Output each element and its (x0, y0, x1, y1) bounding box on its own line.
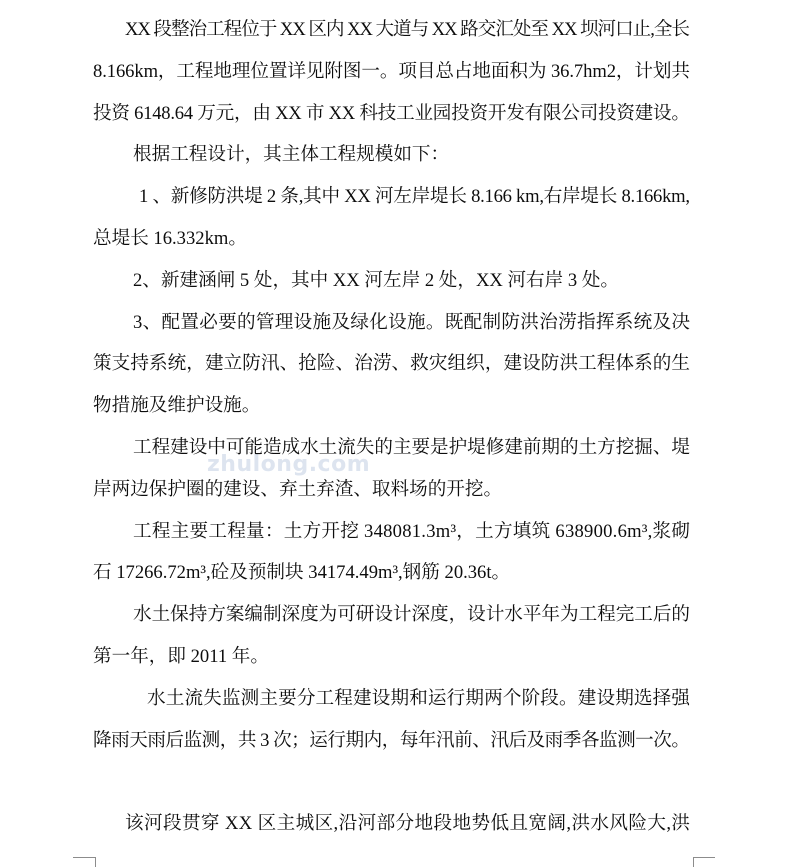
text-line (93, 9, 690, 51)
paragraph-design-scale-intro (93, 134, 690, 176)
text-line (93, 385, 690, 427)
paragraph-item-1-levees (93, 176, 690, 260)
text-line (93, 260, 690, 302)
line-text: 水土保持方案编制深度为可研设计深度，设计水平年为工程完工后的 (133, 604, 690, 626)
text-line (93, 803, 690, 845)
text-line (93, 678, 690, 720)
line-text: 石 17266.72m³,砼及预制块 34174.49m³,钢筋 20.36t。 (93, 562, 511, 584)
line-text: 根据工程设计，其主体工程规模如下： (133, 144, 450, 166)
paragraph-item-3-facilities (93, 302, 690, 427)
line-text: 物措施及维护设施。 (93, 395, 261, 417)
paragraph-design-depth (93, 594, 690, 678)
line-text: 该河段贯穿 XX 区主城区,沿河部分地段地势低且宽阔,洪水风险大,洪 (125, 813, 691, 835)
line-text: 总堤长 16.332km。 (93, 227, 247, 249)
text-line (93, 594, 690, 636)
line-text: 工程主要工程量：土方开挖 348081.3m³，土方填筑 638900.6m³,浆砌 (133, 520, 691, 542)
text-line (93, 636, 690, 678)
line-text: 工程建设中可能造成水土流失的主要是护堤修建前期的土方挖掘、堤 (133, 436, 690, 458)
text-line (93, 427, 690, 469)
paragraph-soil-erosion-source (93, 427, 690, 511)
empty-line (93, 761, 690, 803)
line-text: 2、新建涵闸 5 处，其中 XX 河左岸 2 处，XX 河右岸 3 处。 (133, 269, 620, 291)
line-text: 第一年，即 2011 年。 (93, 645, 269, 667)
paragraph-item-2-sluices (93, 260, 690, 302)
line-text: 岸两边保护圈的建设、弃土弃渣、取料场的开挖。 (93, 478, 503, 500)
paragraph-project-overview (93, 9, 690, 134)
text-line (93, 51, 690, 93)
line-text: 降雨天雨后监测，共 3 次；运行期内，每年汛前、汛后及雨季各监测一次。 (93, 729, 690, 751)
paragraph-river-section (93, 803, 690, 845)
text-line (93, 343, 690, 385)
text-line (93, 176, 690, 218)
line-text: 水土流失监测主要分工程建设期和运行期两个阶段。建设期选择强 (147, 687, 691, 709)
text-line (93, 511, 690, 553)
text-line (93, 552, 690, 594)
watermark: zhulong.com (207, 452, 371, 477)
line-text: 策支持系统，建立防汛、抢险、治涝、救灾组织，建设防洪工程体系的生 (93, 353, 691, 375)
line-text: 1 、新修防洪堤 2 条,其中 XX 河左岸堤长 8.166 km,右岸堤长 8.166km, (139, 186, 690, 208)
line-text: 8.166km，工程地理位置详见附图一。项目总占地面积为 36.7hm2，计划共 (93, 60, 690, 82)
document-body (93, 9, 690, 845)
line-text: 投资 6148.64 万元，由 XX 市 XX 科技工业园投资开发有限公司投资建设。 (93, 102, 690, 124)
text-line (93, 302, 690, 344)
line-text: 3、配置必要的管理设施及绿化设施。既配制防洪治涝指挥系统及决 (133, 311, 691, 333)
paragraph-quantities (93, 511, 690, 595)
text-line (93, 218, 690, 260)
line-text: XX 段整治工程位于 XX 区内 XX 大道与 XX 路交汇处至 XX 坝河口止,全长 (125, 19, 689, 40)
text-line (93, 134, 690, 176)
text-line (93, 720, 690, 762)
text-line (93, 93, 690, 135)
text-line (93, 469, 690, 511)
paragraph-monitoring (93, 678, 690, 762)
